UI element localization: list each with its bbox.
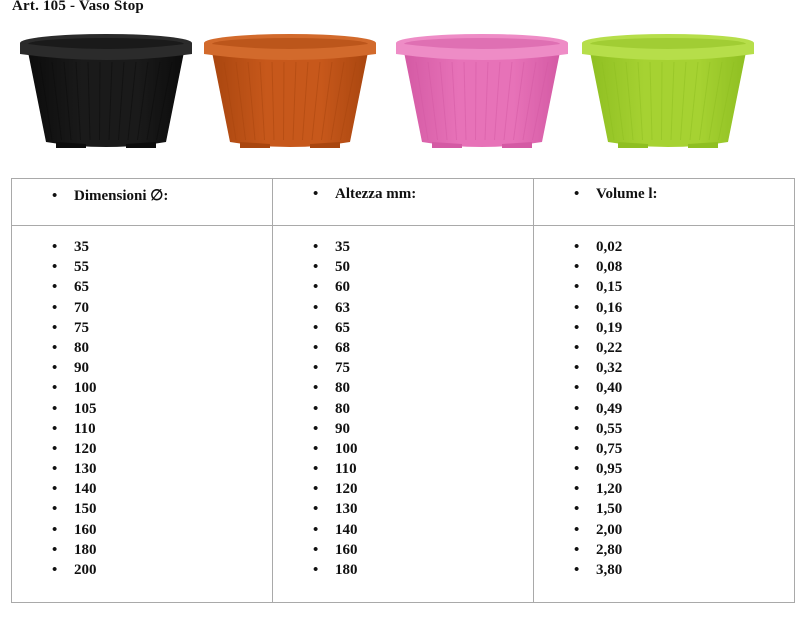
list-item bbox=[313, 419, 533, 439]
list-item bbox=[313, 257, 533, 277]
list-item bbox=[313, 358, 533, 378]
bullet: • bbox=[52, 420, 58, 437]
cell-value: 130 bbox=[74, 461, 97, 478]
bullet: • bbox=[52, 501, 58, 518]
bullet: • bbox=[574, 521, 580, 538]
bullet: • bbox=[52, 360, 58, 377]
list-item bbox=[574, 560, 794, 580]
list-item bbox=[574, 277, 794, 297]
bullet: • bbox=[574, 339, 580, 356]
list-item bbox=[52, 257, 272, 277]
cell-value: 2,80 bbox=[596, 541, 623, 558]
bullet: • bbox=[52, 541, 58, 558]
cell-value: 65 bbox=[74, 279, 89, 296]
cell-value: 0,40 bbox=[596, 380, 623, 397]
bullet: • bbox=[313, 360, 319, 377]
pot-image-pink bbox=[392, 30, 572, 155]
cell-value: 110 bbox=[335, 461, 357, 478]
list-item bbox=[52, 237, 272, 257]
cell-value: 180 bbox=[335, 562, 358, 578]
pot-image-terracotta bbox=[200, 30, 380, 155]
list-item bbox=[52, 540, 272, 560]
bullet: • bbox=[574, 562, 580, 578]
bullet: • bbox=[313, 299, 319, 316]
list-item bbox=[574, 318, 794, 338]
bullet: • bbox=[574, 319, 580, 336]
bullet: • bbox=[313, 279, 319, 296]
cell-value: 0,15 bbox=[596, 279, 623, 296]
list-item bbox=[52, 298, 272, 318]
cell-value: 60 bbox=[335, 279, 350, 296]
header-dimensioni bbox=[12, 179, 273, 226]
cell-value: 110 bbox=[74, 420, 96, 437]
list-item bbox=[52, 318, 272, 338]
bullet: • bbox=[313, 521, 319, 538]
list-item bbox=[52, 560, 272, 580]
spec-table bbox=[11, 178, 795, 603]
list-item bbox=[313, 439, 533, 459]
cell-value: 70 bbox=[74, 299, 89, 316]
bullet: • bbox=[574, 541, 580, 558]
cell-value: 0,55 bbox=[596, 420, 623, 437]
pot-graphic bbox=[578, 30, 758, 155]
cell-value: 140 bbox=[74, 481, 97, 498]
list-item bbox=[52, 277, 272, 297]
list-item bbox=[313, 499, 533, 519]
cell-value: 130 bbox=[335, 501, 358, 518]
list-item bbox=[574, 298, 794, 318]
list-item bbox=[313, 298, 533, 318]
bullet: • bbox=[313, 239, 319, 255]
bullet: • bbox=[52, 440, 58, 457]
list-item bbox=[313, 318, 533, 338]
list-item bbox=[52, 358, 272, 378]
list-item bbox=[52, 378, 272, 398]
bullet: • bbox=[52, 521, 58, 538]
cell-value: 90 bbox=[74, 360, 89, 377]
header-volume bbox=[534, 179, 795, 226]
list-item bbox=[574, 358, 794, 378]
bullet: • bbox=[574, 481, 580, 498]
list-item bbox=[52, 520, 272, 540]
column-volume bbox=[534, 226, 795, 603]
bullet: • bbox=[574, 420, 580, 437]
cell-value: 100 bbox=[74, 380, 97, 397]
pot-graphic bbox=[392, 30, 572, 155]
value-list bbox=[534, 226, 794, 580]
cell-value: 3,80 bbox=[596, 562, 623, 578]
bullet: • bbox=[574, 299, 580, 316]
cell-value: 63 bbox=[335, 299, 350, 316]
cell-value: 2,00 bbox=[596, 521, 623, 538]
cell-value: 1,20 bbox=[596, 481, 623, 498]
cell-value: 0,75 bbox=[596, 440, 623, 457]
bullet: • bbox=[313, 481, 319, 498]
bullet: • bbox=[574, 360, 580, 377]
bullet: • bbox=[52, 188, 58, 204]
list-item bbox=[574, 237, 794, 257]
cell-value: 90 bbox=[335, 420, 350, 437]
cell-value: 0,02 bbox=[596, 239, 623, 255]
spec-table-body-row bbox=[12, 226, 795, 603]
list-item bbox=[52, 419, 272, 439]
list-item bbox=[313, 479, 533, 499]
cell-value: 68 bbox=[335, 339, 350, 356]
header-label: Dimensioni ∅: bbox=[74, 188, 169, 204]
list-item bbox=[52, 439, 272, 459]
bullet: • bbox=[313, 562, 319, 578]
cell-value: 35 bbox=[335, 239, 350, 255]
list-item bbox=[52, 459, 272, 479]
list-item bbox=[52, 499, 272, 519]
cell-value: 1,50 bbox=[596, 501, 623, 518]
list-item bbox=[574, 419, 794, 439]
bullet: • bbox=[574, 440, 580, 457]
bullet: • bbox=[52, 239, 58, 255]
bullet: • bbox=[313, 400, 319, 417]
cell-value: 35 bbox=[74, 239, 89, 255]
pot-graphic bbox=[16, 30, 196, 155]
page-title: Art. 105 - Vaso Stop bbox=[12, 0, 144, 14]
cell-value: 160 bbox=[335, 541, 358, 558]
list-item bbox=[574, 378, 794, 398]
bullet: • bbox=[52, 299, 58, 316]
bullet: • bbox=[574, 239, 580, 255]
bullet: • bbox=[313, 541, 319, 558]
cell-value: 75 bbox=[74, 319, 89, 336]
bullet: • bbox=[52, 279, 58, 296]
list-item bbox=[574, 459, 794, 479]
cell-value: 120 bbox=[74, 440, 97, 457]
cell-value: 0,16 bbox=[596, 299, 623, 316]
bullet: • bbox=[313, 461, 319, 478]
cell-value: 0,49 bbox=[596, 400, 623, 417]
cell-value: 105 bbox=[74, 400, 97, 417]
cell-value: 0,08 bbox=[596, 259, 623, 276]
pot-image-lime bbox=[578, 30, 758, 155]
bullet: • bbox=[574, 279, 580, 296]
bullet: • bbox=[313, 420, 319, 437]
list-item bbox=[574, 499, 794, 519]
value-list bbox=[12, 226, 272, 580]
bullet: • bbox=[52, 461, 58, 478]
list-item bbox=[574, 540, 794, 560]
list-item bbox=[313, 378, 533, 398]
list-item bbox=[313, 277, 533, 297]
bullet: • bbox=[313, 380, 319, 397]
cell-value: 100 bbox=[335, 440, 358, 457]
bullet: • bbox=[574, 259, 580, 276]
list-item bbox=[313, 520, 533, 540]
cell-value: 75 bbox=[335, 360, 350, 377]
pot-image-black bbox=[16, 30, 196, 155]
list-item bbox=[574, 520, 794, 540]
list-item bbox=[52, 338, 272, 358]
list-item bbox=[313, 540, 533, 560]
cell-value: 120 bbox=[335, 481, 358, 498]
list-item bbox=[313, 399, 533, 419]
cell-value: 160 bbox=[74, 521, 97, 538]
cell-value: 200 bbox=[74, 562, 97, 578]
bullet: • bbox=[313, 339, 319, 356]
cell-value: 150 bbox=[74, 501, 97, 518]
bullet: • bbox=[313, 259, 319, 276]
cell-value: 0,22 bbox=[596, 339, 623, 356]
cell-value: 80 bbox=[335, 400, 350, 417]
list-item bbox=[52, 399, 272, 419]
cell-value: 80 bbox=[74, 339, 89, 356]
column-dimensioni bbox=[12, 226, 273, 603]
cell-value: 55 bbox=[74, 259, 89, 276]
list-item bbox=[574, 338, 794, 358]
bullet: • bbox=[313, 501, 319, 518]
list-item bbox=[313, 338, 533, 358]
list-item bbox=[52, 479, 272, 499]
cell-value: 180 bbox=[74, 541, 97, 558]
bullet: • bbox=[52, 380, 58, 397]
bullet: • bbox=[52, 481, 58, 498]
header-label: Volume l: bbox=[596, 186, 658, 202]
list-item bbox=[574, 257, 794, 277]
bullet: • bbox=[574, 380, 580, 397]
cell-value: 65 bbox=[335, 319, 350, 336]
bullet: • bbox=[52, 562, 58, 578]
bullet: • bbox=[574, 501, 580, 518]
cell-value: 80 bbox=[335, 380, 350, 397]
bullet: • bbox=[574, 400, 580, 417]
value-list bbox=[273, 226, 533, 580]
list-item bbox=[574, 399, 794, 419]
header-label: Altezza mm: bbox=[335, 186, 417, 202]
list-item bbox=[313, 560, 533, 580]
bullet: • bbox=[574, 461, 580, 478]
bullet: • bbox=[52, 319, 58, 336]
cell-value: 0,32 bbox=[596, 360, 623, 377]
bullet: • bbox=[574, 186, 580, 202]
cell-value: 0,95 bbox=[596, 461, 623, 478]
pot-graphic bbox=[200, 30, 380, 155]
bullet: • bbox=[52, 339, 58, 356]
list-item bbox=[313, 459, 533, 479]
bullet: • bbox=[313, 440, 319, 457]
list-item bbox=[574, 439, 794, 459]
bullet: • bbox=[52, 259, 58, 276]
column-altezza bbox=[273, 226, 534, 603]
bullet: • bbox=[313, 319, 319, 336]
spec-table-header-row bbox=[12, 179, 795, 226]
cell-value: 0,19 bbox=[596, 319, 623, 336]
header-altezza bbox=[273, 179, 534, 226]
bullet: • bbox=[313, 186, 319, 202]
list-item bbox=[313, 237, 533, 257]
bullet: • bbox=[52, 400, 58, 417]
list-item bbox=[574, 479, 794, 499]
cell-value: 50 bbox=[335, 259, 350, 276]
cell-value: 140 bbox=[335, 521, 358, 538]
